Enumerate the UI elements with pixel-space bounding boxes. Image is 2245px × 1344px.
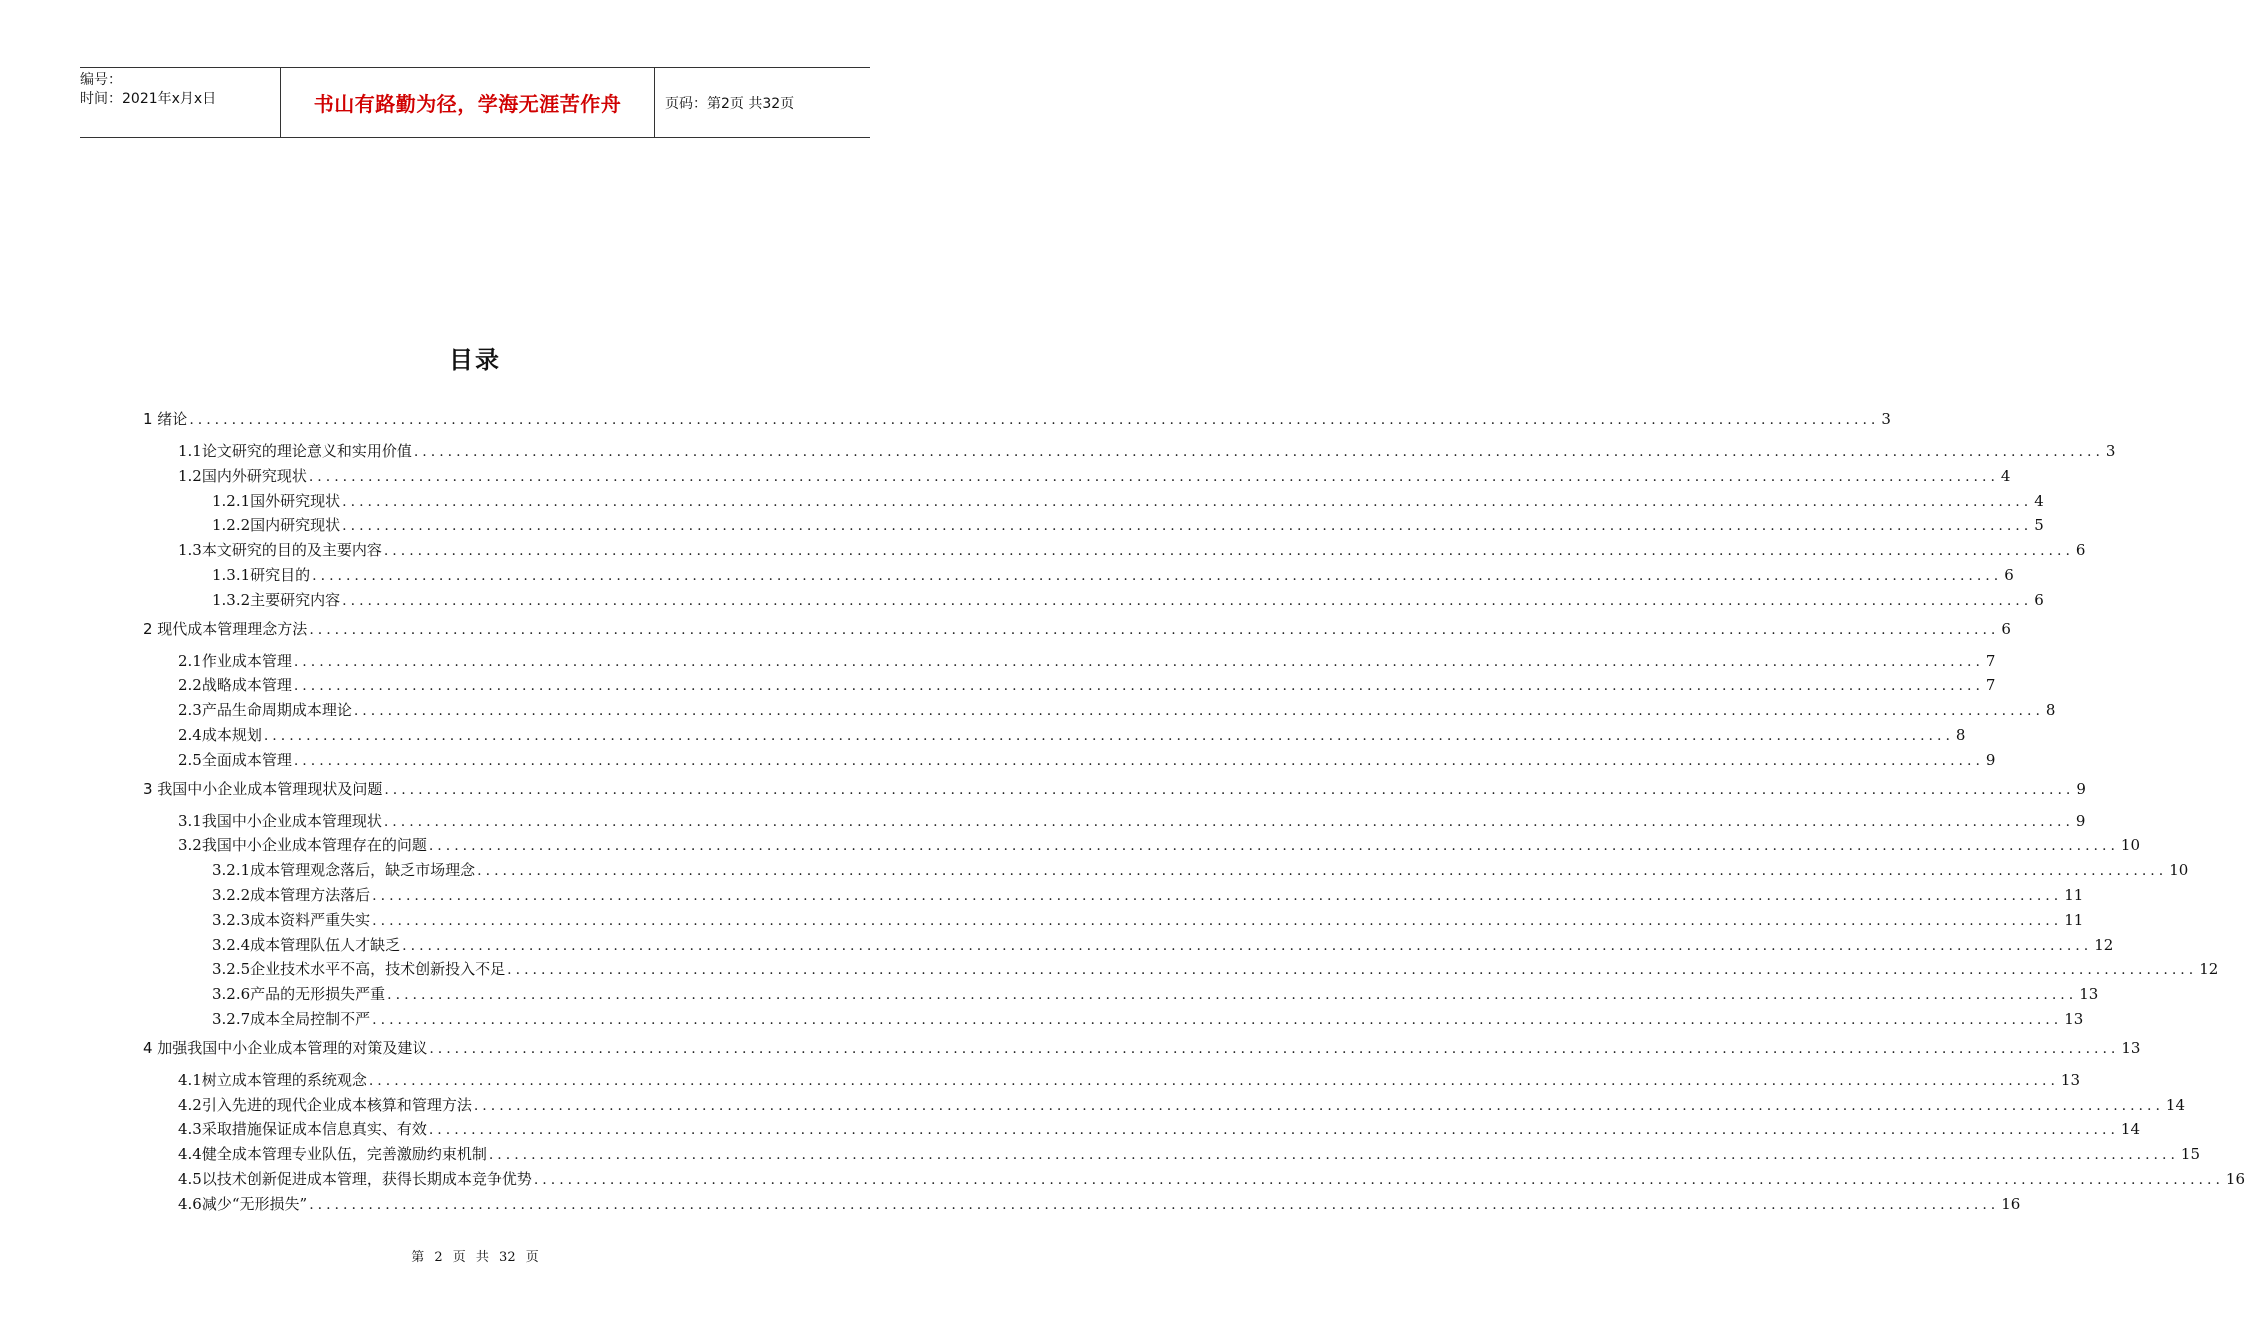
page-footer: 第 2 页 共 32 页 (411, 1250, 539, 1265)
toc-entry[interactable] (212, 934, 2114, 956)
toc-entry[interactable] (178, 1069, 2080, 1091)
toc-entry-page: 14 (2120, 1120, 2140, 1139)
toc-entry-page: 15 (2180, 1145, 2200, 1164)
toc-entry-page: 4 (2034, 491, 2044, 510)
toc-entry-page: 11 (2064, 886, 2084, 904)
toc-title: 目录 (449, 346, 501, 374)
toc-entry[interactable] (212, 514, 2044, 536)
toc-leader-dots: ........................................................................................................................................................................................................ (533, 1172, 2224, 1188)
toc-entry[interactable] (178, 1168, 2245, 1190)
toc-entry-label: 3.2.7成本全局控制不严 (212, 1010, 371, 1028)
toc-leader-dots: ........................................................................................................................................................................................................ (402, 937, 2093, 954)
toc-entry-label: 3.2.3成本资料严重失实 (212, 910, 371, 929)
toc-entry-label: 3.2.1成本管理观念落后，缺乏市场理念 (212, 861, 476, 880)
toc-leader-dots: ........................................................................................................................................................................................................ (368, 1072, 2059, 1089)
toc-entry[interactable] (212, 564, 2014, 586)
page-header (80, 67, 870, 138)
toc-leader-dots: ........................................................................................................................................................................................................ (372, 912, 2063, 929)
toc-entry-label: 1.2国内外研究现状 (178, 466, 307, 485)
toc-entry-page: 13 (2079, 985, 2099, 1004)
toc-entry-page: 12 (2094, 935, 2114, 954)
toc-entry[interactable] (178, 1143, 2200, 1165)
toc-entry-page: 6 (2075, 541, 2086, 560)
toc-entry-label: 2.2战略成本管理 (178, 676, 292, 695)
toc-leader-dots: ........................................................................................................................................................................................................ (293, 653, 1984, 670)
toc-leader-dots: ........................................................................................................................................................................................................ (342, 493, 2033, 510)
toc-entry-label: 1.3本文研究的目的及主要内容 (178, 541, 382, 560)
toc-entry-label: 1 绪论 (143, 410, 188, 428)
toc-entry[interactable] (143, 778, 2086, 800)
toc-entry[interactable] (143, 1037, 2141, 1059)
toc-entry-page: 3 (1881, 410, 1891, 428)
toc-entry[interactable] (212, 909, 2084, 931)
toc-entry-label: 2 现代成本管理理念方法 (143, 619, 308, 638)
header-number: 编号： (80, 72, 122, 88)
toc-entry-page: 7 (1985, 651, 1996, 670)
toc-entry-label: 2.4成本规划 (178, 726, 262, 744)
toc-leader-dots: ........................................................................................................................................................................................................ (383, 543, 2074, 560)
toc-entry-page: 4 (2000, 466, 2011, 485)
toc-leader-dots: ........................................................................................................................................................................................................ (387, 987, 2078, 1004)
toc-entry-label: 4.2引入先进的现代企业成本核算和管理方法 (178, 1095, 472, 1114)
toc-entry-page: 9 (2076, 779, 2086, 798)
toc-entry[interactable] (178, 724, 1966, 746)
toc-entry[interactable] (178, 810, 2086, 832)
toc-entry-page: 6 (2004, 566, 2014, 584)
toc-leader-dots: ........................................................................................................................................................................................................ (308, 468, 1999, 485)
toc-entry[interactable] (178, 1193, 2021, 1215)
toc-leader-dots: ........................................................................................................................................................................................................ (293, 678, 1984, 695)
toc-leader-dots: ........................................................................................................................................................................................................ (189, 412, 1880, 428)
toc-entry-label: 4.4健全成本管理专业队伍，完善激励约束机制 (178, 1145, 487, 1164)
toc-entry-page: 14 (2165, 1095, 2185, 1114)
toc-entry-page: 9 (1985, 750, 1996, 769)
toc-entry[interactable] (143, 408, 1891, 430)
toc-entry[interactable] (178, 1094, 2185, 1116)
toc-leader-dots: ........................................................................................................................................................................................................ (428, 1122, 2119, 1139)
toc-entry-label: 3.2我国中小企业成本管理存在的问题 (178, 836, 427, 855)
toc-entry-label: 4.3采取措施保证成本信息真实、有效 (178, 1120, 427, 1139)
toc-entry[interactable] (212, 1008, 2084, 1030)
toc-leader-dots: ........................................................................................................................................................................................................ (473, 1097, 2164, 1114)
toc-entry[interactable] (212, 983, 2099, 1005)
toc-entry-page: 8 (2045, 701, 2056, 720)
toc-entry-page: 13 (2064, 1010, 2084, 1028)
toc-entry-page: 12 (2199, 960, 2219, 979)
toc-leader-dots: ........................................................................................................................................................................................................ (372, 1012, 2063, 1028)
toc-entry-page: 10 (2169, 861, 2189, 880)
toc-entry-label: 3.2.4成本管理队伍人才缺乏 (212, 935, 401, 954)
toc-entry-label: 2.3产品生命周期成本理论 (178, 701, 352, 720)
toc-entry-label: 2.1作业成本管理 (178, 651, 292, 670)
toc-entry[interactable] (212, 884, 2084, 906)
toc-entry-page: 16 (2225, 1170, 2245, 1188)
toc-leader-dots: ........................................................................................................................................................................................................ (263, 728, 1954, 744)
toc-leader-dots: ........................................................................................................................................................................................................ (429, 1040, 2120, 1057)
toc-entry-page: 5 (2034, 516, 2044, 535)
toc-entry[interactable] (212, 589, 2044, 611)
toc-leader-dots: ........................................................................................................................................................................................................ (488, 1147, 2179, 1164)
toc-entry-page: 3 (2105, 442, 2116, 460)
toc-entry-label: 1.2.2国内研究现状 (212, 516, 341, 535)
toc-leader-dots: ........................................................................................................................................................................................................ (372, 888, 2063, 904)
toc-entry-page: 7 (1985, 676, 1996, 695)
toc-entry[interactable] (178, 539, 2086, 561)
toc-entry-page: 16 (2001, 1194, 2021, 1213)
toc-entry[interactable] (178, 1118, 2140, 1140)
toc-entry-label: 3 我国中小企业成本管理现状及问题 (143, 779, 383, 798)
toc-leader-dots: ........................................................................................................................................................................................................ (428, 838, 2119, 855)
toc-entry-label: 3.1我国中小企业成本管理现状 (178, 811, 382, 830)
header-meta (80, 68, 281, 137)
toc-leader-dots: ........................................................................................................................................................................................................ (384, 781, 2075, 798)
toc-entry-page: 13 (2121, 1038, 2141, 1057)
toc-leader-dots: ........................................................................................................................................................................................................ (309, 1196, 2000, 1213)
toc-entry[interactable] (178, 440, 2116, 462)
header-motto: 书山有路勤为径，学海无涯苦作舟 (281, 68, 655, 137)
toc-entry-label: 4.5以技术创新促进成本管理，获得长期成本竞争优势 (178, 1170, 532, 1188)
toc-entry-label: 3.2.6产品的无形损失严重 (212, 985, 386, 1004)
toc-entry-page: 11 (2064, 910, 2084, 929)
toc-entry-page: 6 (2034, 590, 2044, 609)
toc-entry-page: 9 (2075, 811, 2086, 830)
toc-entry[interactable] (178, 650, 1996, 672)
toc-entry-label: 1.3.2主要研究内容 (212, 590, 341, 609)
toc-entry-label: 1.2.1国外研究现状 (212, 491, 341, 510)
toc-entry-label: 4.6减少“无形损失” (178, 1194, 308, 1213)
toc-entry-page: 8 (1955, 726, 1966, 744)
toc-entry[interactable] (212, 859, 2189, 881)
toc-entry-label: 3.2.5企业技术水平不高，技术创新投入不足 (212, 960, 506, 979)
header-time: 时间：2021年x月x日 (80, 91, 217, 107)
toc-entry[interactable] (178, 749, 1996, 771)
toc-entry[interactable] (178, 465, 2011, 487)
toc-leader-dots: ........................................................................................................................................................................................................ (413, 444, 2104, 460)
toc-leader-dots: ........................................................................................................................................................................................................ (342, 518, 2033, 535)
header-page-info: 页码：第2页 共32页 (665, 95, 795, 112)
toc-entry-label: 4.1树立成本管理的系统观念 (178, 1070, 367, 1089)
toc-leader-dots: ........................................................................................................................................................................................................ (353, 703, 2044, 720)
toc-entry[interactable] (178, 699, 2056, 721)
toc-leader-dots: ........................................................................................................................................................................................................ (309, 621, 2000, 638)
toc-entry[interactable] (212, 958, 2219, 980)
toc-entry-page: 6 (2001, 619, 2011, 638)
toc-entry-page: 13 (2060, 1070, 2080, 1089)
toc-leader-dots: ........................................................................................................................................................................................................ (293, 752, 1984, 769)
toc-entry[interactable] (212, 490, 2044, 512)
toc-leader-dots: ........................................................................................................................................................................................................ (342, 592, 2033, 609)
toc-entry-label: 2.5全面成本管理 (178, 750, 292, 769)
toc-entry-page: 10 (2120, 836, 2140, 855)
toc-entry[interactable] (178, 834, 2140, 856)
toc-leader-dots: ........................................................................................................................................................................................................ (507, 962, 2198, 979)
toc-leader-dots: ........................................................................................................................................................................................................ (477, 863, 2168, 880)
toc-entry-label: 1.1论文研究的理论意义和实用价值 (178, 442, 412, 460)
toc-entry-label: 1.3.1研究目的 (212, 566, 311, 584)
toc-entry[interactable] (178, 674, 1996, 696)
toc-leader-dots: ........................................................................................................................................................................................................ (312, 568, 2003, 584)
toc-entry[interactable] (143, 618, 2011, 640)
toc-entry-label: 4 加强我国中小企业成本管理的对策及建议 (143, 1038, 428, 1057)
toc-entry-label: 3.2.2成本管理方法落后 (212, 886, 371, 904)
toc-leader-dots: ........................................................................................................................................................................................................ (383, 813, 2074, 830)
